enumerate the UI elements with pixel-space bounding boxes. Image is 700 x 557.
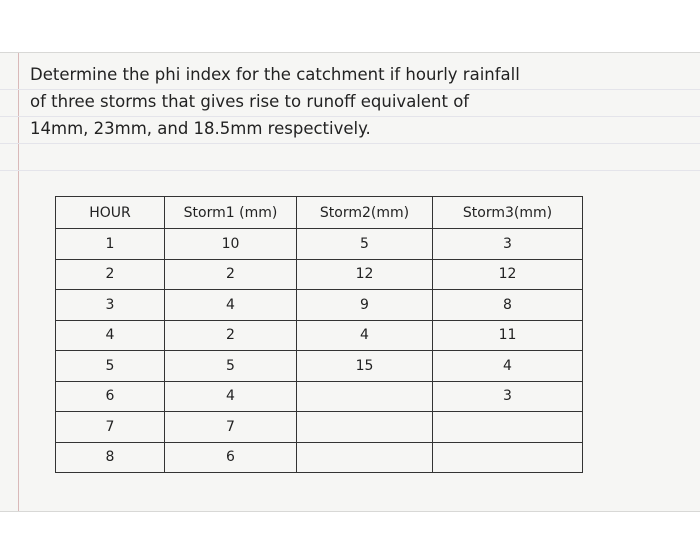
cell-storm2 (297, 442, 433, 473)
cell-storm1: 5 (165, 351, 297, 382)
cell-storm3: 11 (433, 320, 583, 351)
header-storm3: Storm3(mm) (433, 197, 583, 229)
cell-hour: 1 (56, 229, 165, 260)
cell-storm1: 7 (165, 412, 297, 443)
cell-storm2: 5 (297, 229, 433, 260)
notebook-page (0, 52, 700, 512)
header-storm2: Storm2(mm) (297, 197, 433, 229)
table-header-row (56, 197, 583, 229)
question-text (30, 61, 680, 142)
question-line-1: Determine the phi index for the catchment if hourly rainfall (30, 65, 520, 84)
cell-storm2: 4 (297, 320, 433, 351)
cell-hour: 7 (56, 412, 165, 443)
table-row (56, 290, 583, 321)
table-row (56, 351, 583, 382)
cell-storm3: 4 (433, 351, 583, 382)
cell-hour: 5 (56, 351, 165, 382)
cell-storm3: 3 (433, 381, 583, 412)
table-row (56, 229, 583, 260)
table-row (56, 412, 583, 443)
cell-hour: 2 (56, 259, 165, 290)
cell-storm2 (297, 381, 433, 412)
cell-storm1: 2 (165, 259, 297, 290)
cell-storm3 (433, 412, 583, 443)
cell-storm3 (433, 442, 583, 473)
question-line-3: 14mm, 23mm, and 18.5mm respectively. (30, 119, 371, 138)
cell-storm2: 9 (297, 290, 433, 321)
cell-hour: 8 (56, 442, 165, 473)
cell-storm1: 10 (165, 229, 297, 260)
ruled-line (0, 143, 700, 144)
header-storm1: Storm1 (mm) (165, 197, 297, 229)
cell-hour: 3 (56, 290, 165, 321)
table-row (56, 320, 583, 351)
header-hour: HOUR (56, 197, 165, 229)
cell-storm1: 2 (165, 320, 297, 351)
cell-storm2: 12 (297, 259, 433, 290)
cell-storm1: 6 (165, 442, 297, 473)
cell-storm1: 4 (165, 290, 297, 321)
cell-storm3: 3 (433, 229, 583, 260)
cell-storm3: 8 (433, 290, 583, 321)
table-row (56, 259, 583, 290)
cell-storm1: 4 (165, 381, 297, 412)
cell-hour: 4 (56, 320, 165, 351)
cell-hour: 6 (56, 381, 165, 412)
table-row (56, 442, 583, 473)
cell-storm2 (297, 412, 433, 443)
cell-storm2: 15 (297, 351, 433, 382)
rainfall-table (55, 196, 583, 473)
ruled-line (0, 170, 700, 171)
table-row (56, 381, 583, 412)
question-line-2: of three storms that gives rise to runoff equivalent of (30, 92, 470, 111)
cell-storm3: 12 (433, 259, 583, 290)
